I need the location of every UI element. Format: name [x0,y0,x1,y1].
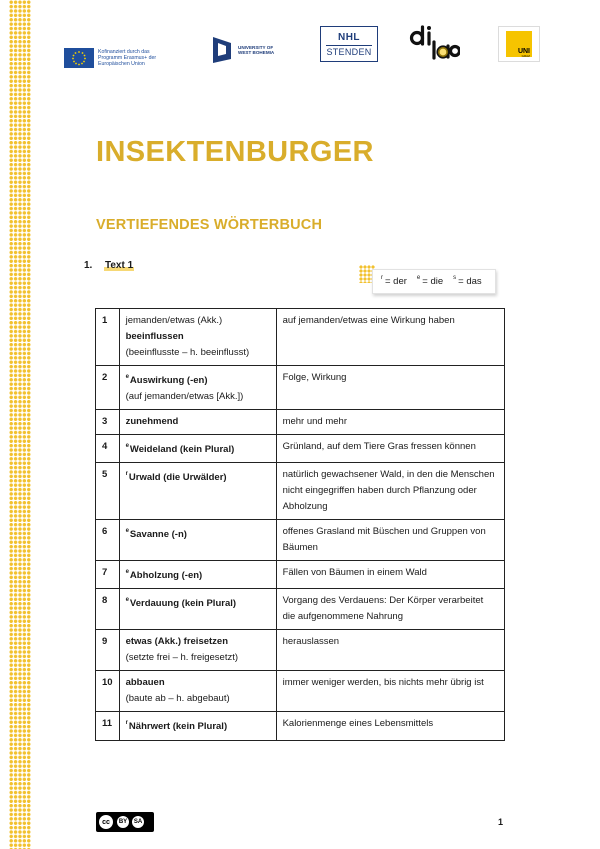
term-cell [119,589,276,630]
article-marker: e [125,569,129,576]
uwb-emblem-icon [210,35,234,65]
term-main: $^e$Auswirkung (-en) [125,374,208,387]
term-main: $^e$Abholzung (-en) [125,569,203,582]
term-cell [119,435,276,463]
definition-cell: immer weniger werden, bis nichts mehr übrig ist [276,671,504,712]
term-cell [119,520,276,561]
term-forms: (baute ab – h. abgebaut) [125,693,230,705]
article-marker: r [125,471,128,478]
term-main: $^e$Verdauung (kein Plural) [125,597,237,610]
term-forms: (setzte frei – h. freigesetzt) [125,652,239,664]
row-number: 9 [96,630,120,671]
term-main: etwas (Akk.) freisetzen [125,636,229,648]
decorative-dot-strip [9,0,31,849]
definition-cell: Fällen von Bäumen in einem Wald [276,561,504,589]
table-row [96,561,505,589]
term-main: $^r$Nährwert (kein Plural) [125,720,228,733]
stenden-logo-text: STENDEN [326,46,372,57]
term-cell [119,366,276,410]
uwb-logo [210,30,276,70]
nhl-stenden-logo [320,26,378,62]
page-number: 1 [498,817,504,827]
uni-graz-logo [498,26,540,62]
row-number: 5 [96,463,120,520]
nhl-logo-text: NHL [337,31,361,43]
table-row [96,309,505,366]
term-cell [119,561,276,589]
article-marker: r [125,720,128,727]
eu-flag-icon [64,48,94,68]
row-number: 1 [96,309,120,366]
table-row [96,366,505,410]
table-row [96,463,505,520]
vocabulary-table [95,308,505,741]
eu-erasmus-logo [64,38,168,78]
uni-graz-sub: GRAZ [521,54,530,58]
term-cell [119,671,276,712]
row-number: 11 [96,712,120,740]
row-number: 10 [96,671,120,712]
definition-cell: Kalorienmenge eines Lebensmittels [276,712,504,740]
definition-cell: natürlich gewachsener Wald, in den die Menschen nicht eingegriffen haben durch Pflanzung oder Abholzung [276,463,504,520]
term-main: zunehmend [125,416,179,428]
term-main: $^e$Savanne (-n) [125,528,187,541]
article-legend [372,269,496,294]
term-prefix: jemanden/etwas (Akk.) [125,315,223,326]
row-number: 4 [96,435,120,463]
table-row [96,671,505,712]
cc-icon: cc [98,814,114,830]
term-forms: (auf jemanden/etwas [Akk.]) [125,391,244,403]
term-main: $^r$Urwald (die Urwälder) [125,471,227,484]
article-marker: e [125,443,129,450]
table-row [96,520,505,561]
article-marker: e [125,374,129,380]
legend-die: $^e$ = die [416,274,444,288]
article-marker: e [125,597,129,604]
by-icon: BY [117,816,129,828]
term-forms: (beeinflusste – h. beeinflusst) [125,347,250,358]
row-number: 8 [96,589,120,630]
definition-cell: auf jemanden/etwas eine Wirkung haben [276,309,504,366]
definition-cell: herauslassen [276,630,504,671]
document-title: INSEKTENBURGER [96,136,374,168]
definition-cell: Grünland, auf dem Tiere Gras fressen können [276,435,504,463]
article-marker: e [125,528,129,535]
sa-icon: SA [132,816,144,828]
table-row [96,410,505,435]
row-number: 2 [96,366,120,410]
term-cell [119,309,276,366]
document-subtitle: VERTIEFENDES WÖRTERBUCH [96,217,323,233]
row-number: 3 [96,410,120,435]
table-row [96,630,505,671]
row-number: 6 [96,520,120,561]
table-row [96,435,505,463]
term-main: $^e$Weideland (kein Plural) [125,443,235,456]
uni-graz-text: UNI [517,48,530,55]
term-cell [119,463,276,520]
term-cell [119,630,276,671]
term-cell [119,712,276,740]
legend-das: $^s$ = das [453,274,482,288]
definition-cell: mehr und mehr [276,410,504,435]
term-main: beeinflussen [125,331,184,342]
partner-logos [64,26,544,66]
table-row [96,712,505,740]
definition-cell: Folge, Wirkung [276,366,504,410]
dilab-logo [408,24,460,64]
definition-cell: Vorgang des Verdauens: Der Körper verarbeitet die aufgenommene Nahrung [276,589,504,630]
table-row [96,589,505,630]
cc-license-badge [96,812,154,832]
term-main: abbauen [125,677,165,689]
text-heading: Text 1 [105,260,134,271]
list-number: 1. [84,260,93,271]
definition-cell: offenes Grasland mit Büschen und Gruppen von Bäumen [276,520,504,561]
uwb-logo-text: UNIVERSITY OF WEST BOHEMIA [238,44,275,55]
term-cell [119,410,276,435]
eu-logo-text: Kofinanziert durch das Programm Erasmus+ der Europäischen Union [98,49,157,67]
row-number: 7 [96,561,120,589]
legend-der: $^r$ = der [381,274,407,288]
